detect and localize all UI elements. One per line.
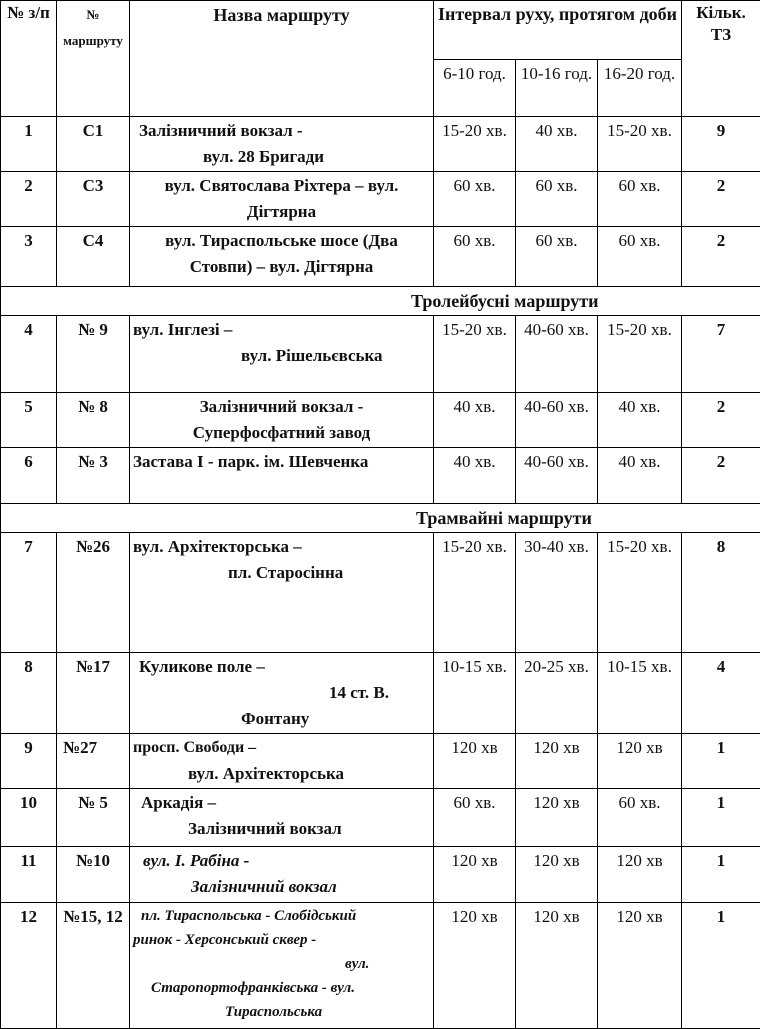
row-route: №15, 12 xyxy=(57,903,130,1029)
row-interval-1: 120 хв xyxy=(434,734,516,789)
row-count: 1 xyxy=(682,789,760,847)
table-row xyxy=(1,316,760,393)
row-count: 8 xyxy=(682,533,760,653)
table-row xyxy=(1,227,760,287)
row-interval-2: 60 хв. xyxy=(516,227,598,287)
row-route-name: пл. Тираспольська - Слобідський ринок - Херсонський сквер - вул. Старопортофранківська - вул. Тираспольська xyxy=(130,903,434,1029)
table-row xyxy=(1,789,760,847)
row-interval-2: 120 хв xyxy=(516,903,598,1029)
section-row-trolleybus xyxy=(1,287,760,316)
row-route: С1 xyxy=(57,117,130,172)
table-row xyxy=(1,117,760,172)
row-route-name: вул. Тираспольське шосе (Два Стовпи) – вул. Дігтярна xyxy=(130,227,434,287)
row-route: №26 xyxy=(57,533,130,653)
row-interval-3: 10-15 хв. xyxy=(598,653,682,734)
row-count: 2 xyxy=(682,448,760,504)
row-num: 10 xyxy=(1,789,57,847)
row-num: 5 xyxy=(1,393,57,448)
row-route: № 3 xyxy=(57,448,130,504)
table-row xyxy=(1,903,760,1029)
row-route-name: Аркадія – Залізничний вокзал xyxy=(130,789,434,847)
row-interval-2: 120 хв xyxy=(516,789,598,847)
row-count: 1 xyxy=(682,847,760,903)
table-row xyxy=(1,653,760,734)
row-interval-1: 15-20 хв. xyxy=(434,533,516,653)
row-interval-3: 120 хв xyxy=(598,734,682,789)
header-route-no: № маршруту xyxy=(57,1,130,117)
header-interval: Інтервал руху, протягом доби xyxy=(434,1,682,60)
section-title-tram: Трамвайні маршрути xyxy=(1,504,760,533)
row-route-name: Залізничний вокзал - вул. 28 Бригади xyxy=(130,117,434,172)
table-row xyxy=(1,393,760,448)
row-count: 7 xyxy=(682,316,760,393)
row-num: 9 xyxy=(1,734,57,789)
row-route: С4 xyxy=(57,227,130,287)
row-interval-3: 120 хв xyxy=(598,903,682,1029)
row-interval-2: 120 хв xyxy=(516,847,598,903)
row-count: 1 xyxy=(682,903,760,1029)
row-interval-1: 40 хв. xyxy=(434,393,516,448)
row-interval-2: 40-60 хв. xyxy=(516,393,598,448)
table-row xyxy=(1,734,760,789)
header-period-3: 16-20 год. xyxy=(598,60,682,117)
section-title-trolleybus: Тролейбусні маршрути xyxy=(1,287,760,316)
row-interval-1: 10-15 хв. xyxy=(434,653,516,734)
row-interval-1: 120 хв xyxy=(434,903,516,1029)
row-route: №27 xyxy=(57,734,130,789)
row-route: № 8 xyxy=(57,393,130,448)
row-num: 1 xyxy=(1,117,57,172)
row-interval-1: 120 хв xyxy=(434,847,516,903)
header-row xyxy=(1,1,760,60)
row-num: 12 xyxy=(1,903,57,1029)
header-period-1: 6-10 год. xyxy=(434,60,516,117)
row-interval-2: 40-60 хв. xyxy=(516,316,598,393)
header-period-2: 10-16 год. xyxy=(516,60,598,117)
row-num: 4 xyxy=(1,316,57,393)
row-num: 11 xyxy=(1,847,57,903)
row-interval-3: 60 хв. xyxy=(598,172,682,227)
row-count: 9 xyxy=(682,117,760,172)
row-interval-3: 40 хв. xyxy=(598,393,682,448)
row-num: 3 xyxy=(1,227,57,287)
row-interval-2: 60 хв. xyxy=(516,172,598,227)
row-route-name: Куликове поле – 14 ст. В. Фонтану xyxy=(130,653,434,734)
row-route-name: просп. Свободи – вул. Архітекторська xyxy=(130,734,434,789)
row-interval-3: 60 хв. xyxy=(598,789,682,847)
row-interval-2: 120 хв xyxy=(516,734,598,789)
row-interval-1: 15-20 хв. xyxy=(434,316,516,393)
row-interval-2: 30-40 хв. xyxy=(516,533,598,653)
table-row xyxy=(1,448,760,504)
header-route-name: Назва маршруту xyxy=(130,1,434,117)
row-interval-1: 60 хв. xyxy=(434,227,516,287)
row-route: №10 xyxy=(57,847,130,903)
row-num: 7 xyxy=(1,533,57,653)
row-interval-3: 60 хв. xyxy=(598,227,682,287)
row-route: № 5 xyxy=(57,789,130,847)
row-interval-1: 15-20 хв. xyxy=(434,117,516,172)
header-num: № з/п xyxy=(1,1,57,117)
row-count: 2 xyxy=(682,227,760,287)
row-num: 6 xyxy=(1,448,57,504)
row-num: 8 xyxy=(1,653,57,734)
row-interval-2: 20-25 хв. xyxy=(516,653,598,734)
table-row xyxy=(1,172,760,227)
row-route: №17 xyxy=(57,653,130,734)
row-interval-2: 40 хв. xyxy=(516,117,598,172)
row-route-name: вул. І. Рабіна - Залізничний вокзал xyxy=(130,847,434,903)
table-row xyxy=(1,533,760,653)
header-count: Кільк. ТЗ xyxy=(682,1,760,117)
row-route-name: вул. Святослава Ріхтера – вул. Дігтярна xyxy=(130,172,434,227)
row-route-name: Застава І - парк. ім. Шевченка xyxy=(130,448,434,504)
row-interval-2: 40-60 хв. xyxy=(516,448,598,504)
section-row-tram xyxy=(1,504,760,533)
row-route-name: Залізничний вокзал - Суперфосфатний завод xyxy=(130,393,434,448)
row-num: 2 xyxy=(1,172,57,227)
row-route: № 9 xyxy=(57,316,130,393)
row-count: 4 xyxy=(682,653,760,734)
row-count: 2 xyxy=(682,393,760,448)
table-row xyxy=(1,847,760,903)
row-interval-3: 40 хв. xyxy=(598,448,682,504)
row-route-name: вул. Архітекторська – пл. Старосінна xyxy=(130,533,434,653)
row-count: 1 xyxy=(682,734,760,789)
row-interval-1: 60 хв. xyxy=(434,172,516,227)
row-route-name: вул. Інглезі – вул. Рішельєвська xyxy=(130,316,434,393)
row-interval-3: 120 хв xyxy=(598,847,682,903)
row-count: 2 xyxy=(682,172,760,227)
row-route: С3 xyxy=(57,172,130,227)
row-interval-3: 15-20 хв. xyxy=(598,316,682,393)
row-interval-1: 60 хв. xyxy=(434,789,516,847)
row-interval-1: 40 хв. xyxy=(434,448,516,504)
row-interval-3: 15-20 хв. xyxy=(598,533,682,653)
row-interval-3: 15-20 хв. xyxy=(598,117,682,172)
